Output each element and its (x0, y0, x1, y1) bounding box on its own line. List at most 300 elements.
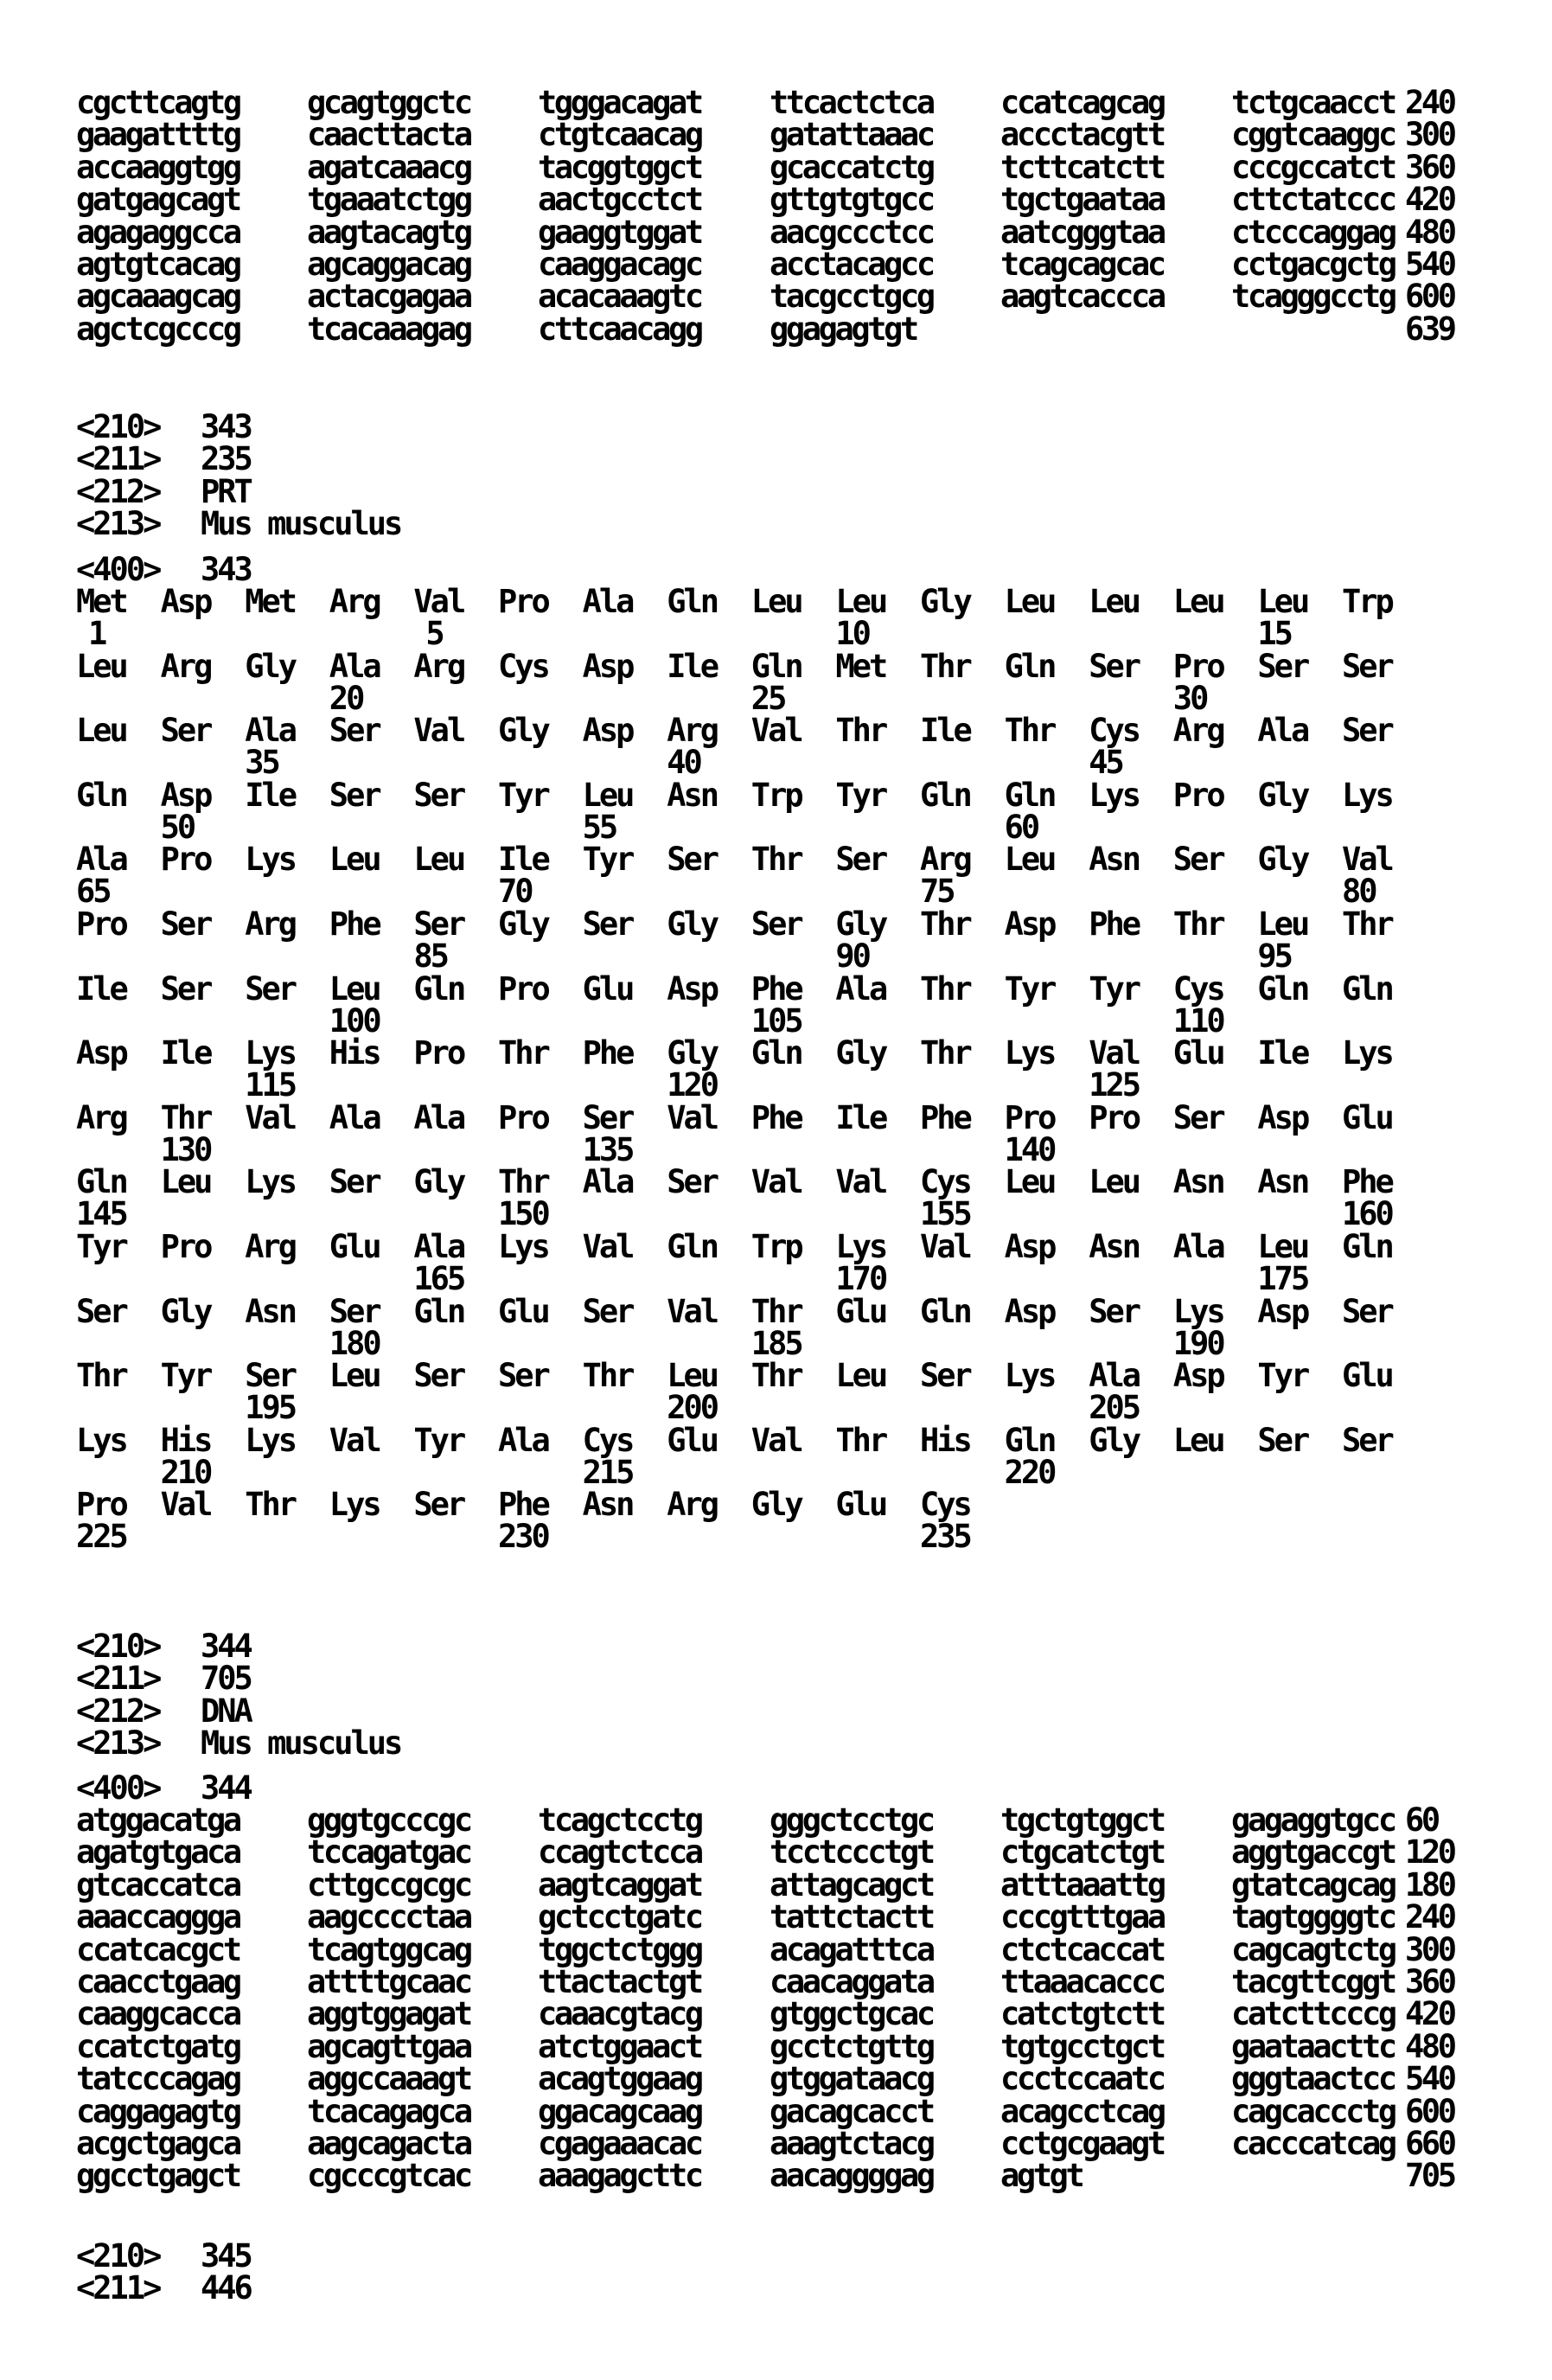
residue: Ser (1342, 712, 1392, 750)
residue: Gly (667, 1034, 718, 1072)
residue: Ser (245, 969, 296, 1008)
residue: Ile (245, 776, 296, 814)
nucleotide-group: caacttacta (307, 116, 470, 154)
residue-number: 235 (920, 1518, 970, 1556)
residue: Pro (498, 583, 548, 620)
residue-number: 80 (1342, 873, 1376, 911)
residue: Thr (920, 647, 970, 685)
residue-number: 75 (920, 873, 954, 911)
residue: Arg (1172, 712, 1223, 750)
residue: Met (76, 583, 126, 620)
nucleotide-group: catcttcccg (1231, 1995, 1395, 2033)
residue-number: 115 (245, 1066, 296, 1104)
residue: Ser (329, 776, 380, 814)
residue-number: 105 (750, 1001, 802, 1040)
residue: Leu (1089, 1163, 1140, 1201)
nucleotide-group: gcaccatctg (770, 148, 933, 186)
nucleotide-group: catctgtctt (1000, 1995, 1164, 2033)
residue-number: 215 (582, 1453, 633, 1491)
position-number: 420 (1405, 181, 1454, 219)
residue-number: 230 (498, 1518, 548, 1556)
residue-number: 180 (329, 1324, 380, 1362)
residue-number: 155 (920, 1195, 970, 1233)
residue-number: 55 (582, 808, 616, 846)
residue: Val (667, 1292, 718, 1330)
residue-number: 170 (835, 1260, 886, 1297)
nucleotide-group: acagcctcag (1000, 2092, 1164, 2130)
field-tag: <212> (76, 472, 160, 510)
nucleotide-group: gtatcagcag (1231, 1865, 1395, 1903)
residue: Gln (413, 969, 464, 1008)
residue: Val (329, 1421, 380, 1459)
residue-number: 150 (498, 1195, 548, 1233)
residue: Leu (76, 647, 126, 685)
position-number: 300 (1405, 116, 1454, 154)
field-value: Mus musculus (201, 505, 401, 543)
nucleotide-group: cccgccatct (1231, 148, 1395, 186)
residue: Lys (245, 1163, 296, 1201)
residue: Glu (835, 1292, 886, 1330)
nucleotide-group: cgagaaacac (538, 2125, 701, 2162)
residue: Leu (582, 776, 633, 814)
nucleotide-group: tcacagagca (307, 2092, 470, 2130)
residue: Asp (76, 1034, 126, 1072)
residue: Glu (582, 969, 633, 1008)
residue-number: 210 (160, 1453, 211, 1491)
residue: Asn (667, 776, 718, 814)
residue-number: 190 (1172, 1324, 1223, 1362)
residue: Ser (1172, 841, 1223, 879)
residue: Phe (582, 1034, 633, 1072)
residue: Gly (835, 1034, 886, 1072)
position-number: 480 (1405, 2027, 1454, 2065)
nucleotide-group: tcagctcctg (538, 1801, 701, 1839)
residue: Glu (1342, 1357, 1392, 1395)
residue-number: 45 (1089, 744, 1122, 782)
residue: Lys (245, 1421, 296, 1459)
residue: Thr (76, 1357, 126, 1395)
field-value: 343 (201, 408, 251, 445)
residue: Gln (1004, 776, 1055, 814)
nucleotide-group: gcagtggctc (307, 84, 470, 121)
position-number: 240 (1405, 84, 1454, 121)
residue: Ser (245, 1357, 296, 1395)
residue: Thr (498, 1034, 548, 1072)
residue: Gln (1004, 1421, 1055, 1459)
residue-number: 70 (498, 873, 532, 911)
residue: Ile (667, 647, 718, 685)
residue: Arg (76, 1098, 126, 1136)
residue-number: 50 (160, 808, 195, 846)
residue: Thr (750, 841, 802, 879)
position-number: 540 (1405, 246, 1454, 283)
nucleotide-group: ctgtcaacag (538, 116, 701, 154)
residue-number: 90 (835, 937, 869, 975)
residue: Val (413, 583, 464, 620)
residue: Cys (920, 1163, 970, 1201)
nucleotide-group: aagtacagtg (307, 213, 470, 251)
residue: Pro (76, 1486, 126, 1524)
nucleotide-group: tgctgtggct (1000, 1801, 1164, 1839)
residue: Gly (160, 1292, 211, 1330)
residue: Thr (750, 1357, 802, 1395)
nucleotide-group: aagtcaggat (538, 1865, 701, 1903)
residue-number: 165 (413, 1260, 464, 1297)
residue: Val (1342, 841, 1392, 879)
nucleotide-group: tcctccctgt (770, 1833, 933, 1871)
nucleotide-group: ccatcacgct (76, 1930, 240, 1968)
residue: Asn (582, 1486, 633, 1524)
position-number: 360 (1405, 1963, 1454, 2000)
nucleotide-group: aacaggggag (770, 2157, 933, 2195)
residue: Thr (920, 969, 970, 1008)
residue: Asp (160, 583, 211, 620)
residue: Lys (329, 1486, 380, 1524)
residue: Thr (920, 1034, 970, 1072)
nucleotide-group: aatcgggtaa (1000, 213, 1164, 251)
residue-number: 175 (1257, 1260, 1308, 1297)
position-number: 480 (1405, 213, 1454, 251)
residue: Ala (582, 1163, 633, 1201)
residue: Val (245, 1098, 296, 1136)
residue: Arg (920, 841, 970, 879)
nucleotide-group: agcagttgaa (307, 2027, 470, 2065)
residue: Leu (329, 1357, 380, 1395)
residue: Ala (1257, 712, 1308, 750)
nucleotide-group: caggagagtg (76, 2092, 240, 2130)
nucleotide-group: tattctactt (770, 1898, 933, 1936)
residue-number: 185 (750, 1324, 802, 1362)
residue: Phe (1342, 1163, 1392, 1201)
residue-number: 160 (1342, 1195, 1392, 1233)
nucleotide-group: cagcaccctg (1231, 2092, 1395, 2130)
residue-number: 120 (667, 1066, 718, 1104)
residue: Pro (1172, 647, 1223, 685)
residue: Ala (245, 712, 296, 750)
residue: Asp (1172, 1357, 1223, 1395)
position-number: 600 (1405, 2092, 1454, 2130)
residue: Gln (1342, 969, 1392, 1008)
residue: Ser (582, 1098, 633, 1136)
residue: Gly (667, 905, 718, 943)
residue: Glu (329, 1228, 380, 1265)
residue-number: 1 (88, 615, 105, 652)
nucleotide-group: acagatttca (770, 1930, 933, 1968)
nucleotide-group: aggtggagat (307, 1995, 470, 2033)
nucleotide-group: ccctccaatc (1000, 2060, 1164, 2098)
residue: Asp (1004, 1292, 1055, 1330)
nucleotide-group: agagaggcca (76, 213, 240, 251)
residue: Lys (245, 1034, 296, 1072)
residue: Ala (76, 841, 126, 879)
nucleotide-group: gaagattttg (76, 116, 240, 154)
nucleotide-group: tacgcctgcg (770, 278, 933, 316)
field-value: 344 (201, 1628, 251, 1665)
residue: Ala (413, 1098, 464, 1136)
residue: Lys (1342, 1034, 1392, 1072)
residue: Cys (1089, 712, 1140, 750)
residue: Trp (750, 776, 802, 814)
residue-number: 95 (1257, 937, 1291, 975)
nucleotide-group: tcttcatctt (1000, 148, 1164, 186)
residue: Asn (245, 1292, 296, 1330)
residue: Asp (1004, 1228, 1055, 1265)
nucleotide-group: atggacatga (76, 1801, 240, 1839)
nucleotide-group: tccagatgac (307, 1833, 470, 1871)
nucleotide-group: ggacagcaag (538, 2092, 701, 2130)
residue: Ser (329, 712, 380, 750)
nucleotide-group: tgaaatctgg (307, 181, 470, 219)
residue-number: 65 (76, 873, 110, 911)
residue: Ala (835, 969, 886, 1008)
position-number: 240 (1405, 1898, 1454, 1936)
nucleotide-group: acgctgagca (76, 2125, 240, 2162)
nucleotide-group: agtgtcacag (76, 246, 240, 283)
residue: Asn (1172, 1163, 1223, 1201)
nucleotide-group: cttgccgcgc (307, 1865, 470, 1903)
residue: Gln (76, 1163, 126, 1201)
field-tag: <210> (76, 408, 160, 445)
residue: Ser (329, 1163, 380, 1201)
nucleotide-group: aggccaaagt (307, 2060, 470, 2098)
residue: Leu (160, 1163, 211, 1201)
residue: Gly (750, 1486, 802, 1524)
field-value: 446 (201, 2269, 251, 2307)
nucleotide-group: accctacgtt (1000, 116, 1164, 154)
residue: Ser (160, 712, 211, 750)
residue-number: 20 (329, 679, 363, 717)
residue: Arg (245, 1228, 296, 1265)
residue: Ile (920, 712, 970, 750)
residue: Tyr (1004, 969, 1055, 1008)
residue: Ser (1172, 1098, 1223, 1136)
residue: Thr (835, 1421, 886, 1459)
residue: Ile (498, 841, 548, 879)
residue: Gly (413, 1163, 464, 1201)
nucleotide-group: gatattaaac (770, 116, 933, 154)
nucleotide-group: cggtcaaggc (1231, 116, 1395, 154)
residue-number: 15 (1257, 615, 1291, 652)
residue: Leu (329, 969, 380, 1008)
residue: Leu (413, 841, 464, 879)
field-value: 343 (201, 551, 251, 588)
residue: Asp (1257, 1292, 1308, 1330)
nucleotide-group: agcaggacag (307, 246, 470, 283)
nucleotide-group: gtggataacg (770, 2060, 933, 2098)
residue: Ile (1257, 1034, 1308, 1072)
nucleotide-group: caacctgaag (76, 1963, 240, 2000)
position-number: 120 (1405, 1833, 1454, 1871)
residue: Lys (1172, 1292, 1223, 1330)
residue: Glu (835, 1486, 886, 1524)
residue: Asn (1089, 841, 1140, 879)
residue: Ala (1172, 1228, 1223, 1265)
residue: Pro (498, 969, 548, 1008)
nucleotide-group: caaggacagc (538, 246, 701, 283)
nucleotide-group: gatgagcagt (76, 181, 240, 219)
residue: Leu (1257, 583, 1308, 620)
residue: Ser (1257, 1421, 1308, 1459)
nucleotide-group: ttaaacaccc (1000, 1963, 1164, 2000)
residue: Gln (667, 583, 718, 620)
residue: Tyr (835, 776, 886, 814)
residue: Val (413, 712, 464, 750)
residue: Glu (498, 1292, 548, 1330)
residue: Ile (76, 969, 126, 1008)
position-number: 705 (1405, 2157, 1454, 2195)
residue-number: 135 (582, 1130, 633, 1168)
residue: Lys (1089, 776, 1140, 814)
residue: Thr (835, 712, 886, 750)
residue: Tyr (582, 841, 633, 879)
position-number: 180 (1405, 1865, 1454, 1903)
residue: Asp (667, 969, 718, 1008)
residue: Cys (1172, 969, 1223, 1008)
residue: Tyr (498, 776, 548, 814)
residue: Val (667, 1098, 718, 1136)
field-value: 344 (201, 1769, 251, 1807)
residue: Cys (498, 647, 548, 685)
residue: Thr (582, 1357, 633, 1395)
residue: Tyr (160, 1357, 211, 1395)
nucleotide-group: tctgcaacct (1231, 84, 1395, 121)
residue: Ser (667, 841, 718, 879)
nucleotide-group: caacaggata (770, 1963, 933, 2000)
nucleotide-group: ccagtctcca (538, 1833, 701, 1871)
nucleotide-group: cttctatccc (1231, 181, 1395, 219)
residue: Ser (160, 969, 211, 1008)
position-number: 540 (1405, 2060, 1454, 2098)
residue: Lys (1004, 1034, 1055, 1072)
field-tag: <210> (76, 2237, 160, 2274)
residue-number: 100 (329, 1001, 380, 1040)
residue: Phe (329, 905, 380, 943)
position-number: 420 (1405, 1995, 1454, 2033)
residue: Ile (835, 1098, 886, 1136)
residue: Ser (750, 905, 802, 943)
residue: Arg (667, 712, 718, 750)
nucleotide-group: tacgttcggt (1231, 1963, 1395, 2000)
nucleotide-group: agatcaaacg (307, 148, 470, 186)
nucleotide-group: tcacaaagag (307, 310, 470, 348)
nucleotide-group: aacgccctcc (770, 213, 933, 251)
nucleotide-group: tcagcagcac (1000, 246, 1164, 283)
residue: Leu (835, 583, 886, 620)
field-tag: <211> (76, 1660, 160, 1698)
residue: His (920, 1421, 970, 1459)
residue-number: 35 (245, 744, 278, 782)
nucleotide-group: agtgt (1000, 2157, 1083, 2195)
residue: Gln (1342, 1228, 1392, 1265)
residue: Ala (498, 1421, 548, 1459)
residue-number: 30 (1172, 679, 1207, 717)
nucleotide-group: agctcgcccg (76, 310, 240, 348)
position-number: 639 (1405, 310, 1454, 348)
field-value: 235 (201, 440, 251, 478)
residue: Ala (582, 583, 633, 620)
residue: Gln (920, 776, 970, 814)
field-value: DNA (201, 1692, 251, 1730)
nucleotide-group: caaggcacca (76, 1995, 240, 2033)
residue: Ser (1342, 1421, 1392, 1459)
field-value: PRT (201, 472, 251, 510)
residue-number: 40 (667, 744, 700, 782)
residue: Asp (1004, 905, 1055, 943)
residue: Gly (1257, 776, 1308, 814)
nucleotide-group: ccatctgatg (76, 2027, 240, 2065)
residue: Met (835, 647, 886, 685)
residue-number: 200 (667, 1389, 718, 1427)
residue-number: 5 (425, 615, 443, 652)
residue: Thr (1004, 712, 1055, 750)
residue: Val (835, 1163, 886, 1201)
residue-number: 130 (160, 1130, 211, 1168)
residue: Arg (160, 647, 211, 685)
nucleotide-group: gttgtgtgcc (770, 181, 933, 219)
residue: Gly (835, 905, 886, 943)
residue: Thr (1342, 905, 1392, 943)
residue: Phe (498, 1486, 548, 1524)
residue: Thr (160, 1098, 211, 1136)
residue: Lys (76, 1421, 126, 1459)
field-tag: <213> (76, 505, 160, 543)
field-tag: <211> (76, 2269, 160, 2307)
nucleotide-group: aaaccaggga (76, 1898, 240, 1936)
residue: Leu (76, 712, 126, 750)
residue: Val (1089, 1034, 1140, 1072)
residue: Leu (1004, 1163, 1055, 1201)
residue: Leu (750, 583, 802, 620)
nucleotide-group: caaacgtacg (538, 1995, 701, 2033)
residue: Thr (498, 1163, 548, 1201)
residue: Tyr (1089, 969, 1140, 1008)
residue: Val (750, 1421, 802, 1459)
nucleotide-group: gagaggtgcc (1231, 1801, 1395, 1839)
nucleotide-group: acagtggaag (538, 2060, 701, 2098)
residue: Ser (329, 1292, 380, 1330)
residue: Asp (160, 776, 211, 814)
residue: Asn (1089, 1228, 1140, 1265)
field-tag: <400> (76, 1769, 160, 1807)
residue: Pro (1004, 1098, 1055, 1136)
residue: Leu (329, 841, 380, 879)
residue: Ser (413, 905, 464, 943)
field-tag: <210> (76, 1628, 160, 1665)
field-tag: <400> (76, 551, 160, 588)
residue-number: 195 (245, 1389, 296, 1427)
residue: Ser (667, 1163, 718, 1201)
residue: Glu (1172, 1034, 1223, 1072)
nucleotide-group: cgcccgtcac (307, 2157, 470, 2195)
nucleotide-group: ctcccaggag (1231, 213, 1395, 251)
residue: Thr (245, 1486, 296, 1524)
residue: Leu (1172, 583, 1223, 620)
residue: Ser (498, 1357, 548, 1395)
residue: Ser (582, 905, 633, 943)
residue: Glu (1342, 1098, 1392, 1136)
residue: Pro (160, 841, 211, 879)
residue: Pro (498, 1098, 548, 1136)
residue: Pro (1172, 776, 1223, 814)
residue: Glu (667, 1421, 718, 1459)
nucleotide-group: cttcaacagg (538, 310, 701, 348)
residue: Arg (245, 905, 296, 943)
residue: Ala (329, 1098, 380, 1136)
residue: Tyr (1257, 1357, 1308, 1395)
residue: Ser (920, 1357, 970, 1395)
nucleotide-group: gaataacttc (1231, 2027, 1395, 2065)
residue: Ser (413, 776, 464, 814)
